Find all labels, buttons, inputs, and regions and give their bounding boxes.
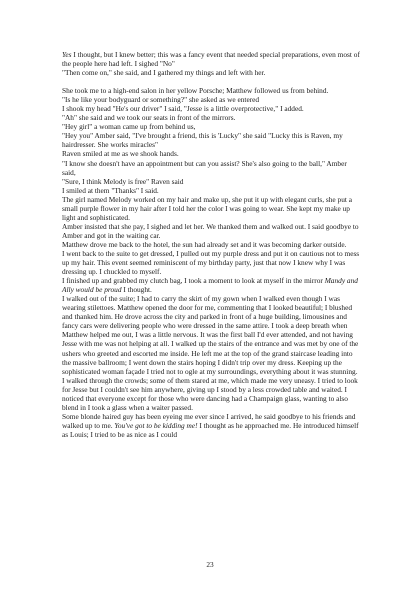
text-run: Matthew drove me back to the hotel, the sun had already set and it was becoming darker outside.	[62, 239, 347, 249]
italic-text: You've got to be kidding me!	[114, 420, 198, 430]
text-run: I smiled at them "Thanks" I said.	[62, 185, 159, 195]
paragraph	[62, 159, 362, 177]
paragraph	[62, 104, 362, 113]
paragraph	[62, 131, 362, 149]
paragraph	[62, 186, 362, 195]
text-run: I walked out of the suite; I had to carry the skirt of my gown when I walked even though I was wearing stilettoes. Matthew opened the door for me, commenting that I looked beautiful; I blushed and thanked him. He drove across the city and parked in front of a huge building, limousines and fancy cars were delivering people who were dressed in the same attire. I took a deep breath when Matthew helped me out, I was a little nervous. It was the first ball I'd ever attended, and not having Jesse with me was not helping at all. I walked up the stairs of the entrance and was met by one of the ushers who greeted and escorted me inside. He left me at the top of the grand staircase leading into the massive ballroom; I went down the stairs hoping I didn't trip over my dress. Keeping up the sophisticated woman façade I tried not to ogle at my surroundings, everything about it was stunning.	[62, 294, 359, 376]
text-run: "Hey girl" a woman came up from behind us,	[62, 122, 196, 132]
text-run: Amber insisted that she pay, I sighed and let her. We thanked them and walked out. I said goodbye to Amber and got in the waiting car.	[62, 221, 359, 240]
paragraph	[62, 50, 362, 68]
text-run: "Then come on," she said, and I gathered my things and left with her.	[62, 68, 266, 78]
paragraph	[62, 177, 362, 186]
text-run: Raven smiled at me as we shook hands.	[62, 149, 179, 159]
paragraph	[62, 240, 362, 249]
text-run: I thought.	[121, 285, 152, 295]
italic-text: Yes	[62, 50, 72, 59]
paragraph	[62, 249, 362, 276]
body-text	[62, 50, 362, 439]
paragraph	[62, 294, 362, 375]
text-run: The girl named Melody worked on my hair and make up, she put it up with elegant curls, she put a small purple flower in my hair after I told her the color I was going to wear. She kept my make up light and sophisticated.	[62, 194, 353, 222]
paragraph	[62, 122, 362, 131]
text-run: "I know she doesn't have an appointment but can you assist? She's also going to the ball," Amber said,	[62, 158, 347, 177]
text-run: "Ah" she said and we took our seats in front of the mirrors.	[62, 113, 236, 123]
paragraph	[62, 222, 362, 240]
paragraph	[62, 113, 362, 122]
page-number: 23	[206, 560, 214, 569]
italic-text: Mandy and Ally would be proud	[62, 276, 358, 295]
paragraph-break	[62, 77, 362, 86]
paragraph	[62, 86, 362, 95]
paragraph	[62, 276, 362, 294]
paragraph	[62, 376, 362, 412]
text-run: I walked through the crowds; some of them stared at me, which made me very uneasy. I tried to look for Jesse but I couldn't see him anywhere, giving up I stood by a less crowded table and waited. I noticed that everyone except for those who were dancing had a Champaign glass, wanting to also blend in I took a glass when a waiter passed.	[62, 375, 358, 412]
text-run: I went back to the suite to get dressed, I pulled out my purple dress and put it on cautious not to mess up my hair. This event seemed reminiscent of my birthday party, just that now I knew why I was dressing up. I chuckled to myself.	[62, 248, 360, 277]
text-run: I finished up and grabbed my clutch bag, I took a moment to look at myself in the mirror	[62, 276, 325, 286]
text-run: I thought as he approached me. He introduced himself as Louis; I tried to be as nice as I could	[62, 420, 359, 439]
text-run: Some blonde haired guy has been eyeing me ever since I arrived, he said goodbye to his friends and walked up to me.	[62, 411, 356, 430]
paragraph	[62, 68, 362, 77]
text-run: I thought, but I knew better; this was a fancy event that needed special preparations, even most of the people here had left. I sighed "No"	[62, 50, 360, 69]
text-run: "Hey you" Amber said, "I've brought a friend, this is 'Lucky" she said "Lucky this is Raven, my hairdresser. She works miracles"	[62, 131, 343, 150]
text-run: "Sure, I think Melody is free" Raven said	[62, 176, 184, 186]
paragraph	[62, 195, 362, 222]
paragraph	[62, 149, 362, 158]
text-run: I shook my head "He's our driver" I said, "Jesse is a little overprotective," I added.	[62, 104, 304, 114]
paragraph	[62, 95, 362, 104]
text-run: "Is he like your bodyguard or something?" she asked as we entered	[62, 95, 260, 105]
text-run: She took me to a high-end salon in her yellow Porsche; Matthew followed us from behind.	[62, 86, 329, 96]
paragraph	[62, 412, 362, 439]
